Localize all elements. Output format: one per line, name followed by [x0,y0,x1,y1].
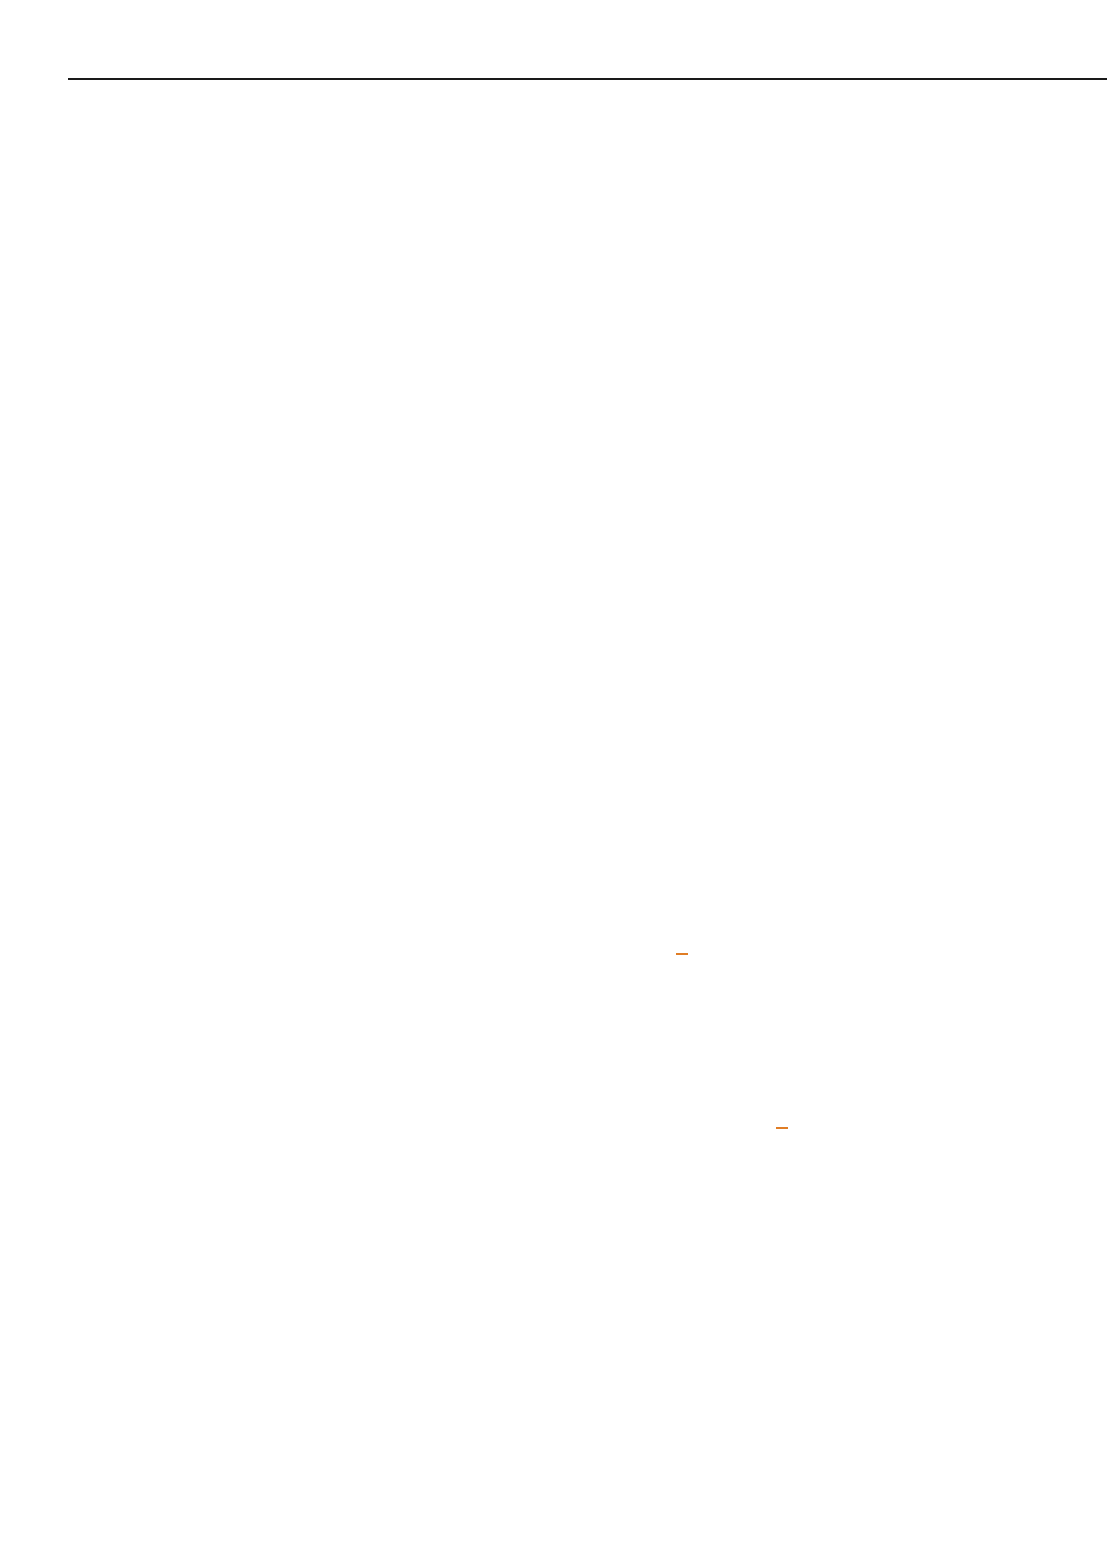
key-title [676,953,688,955]
top-rule [68,78,1107,80]
schematic-title [776,1127,788,1129]
